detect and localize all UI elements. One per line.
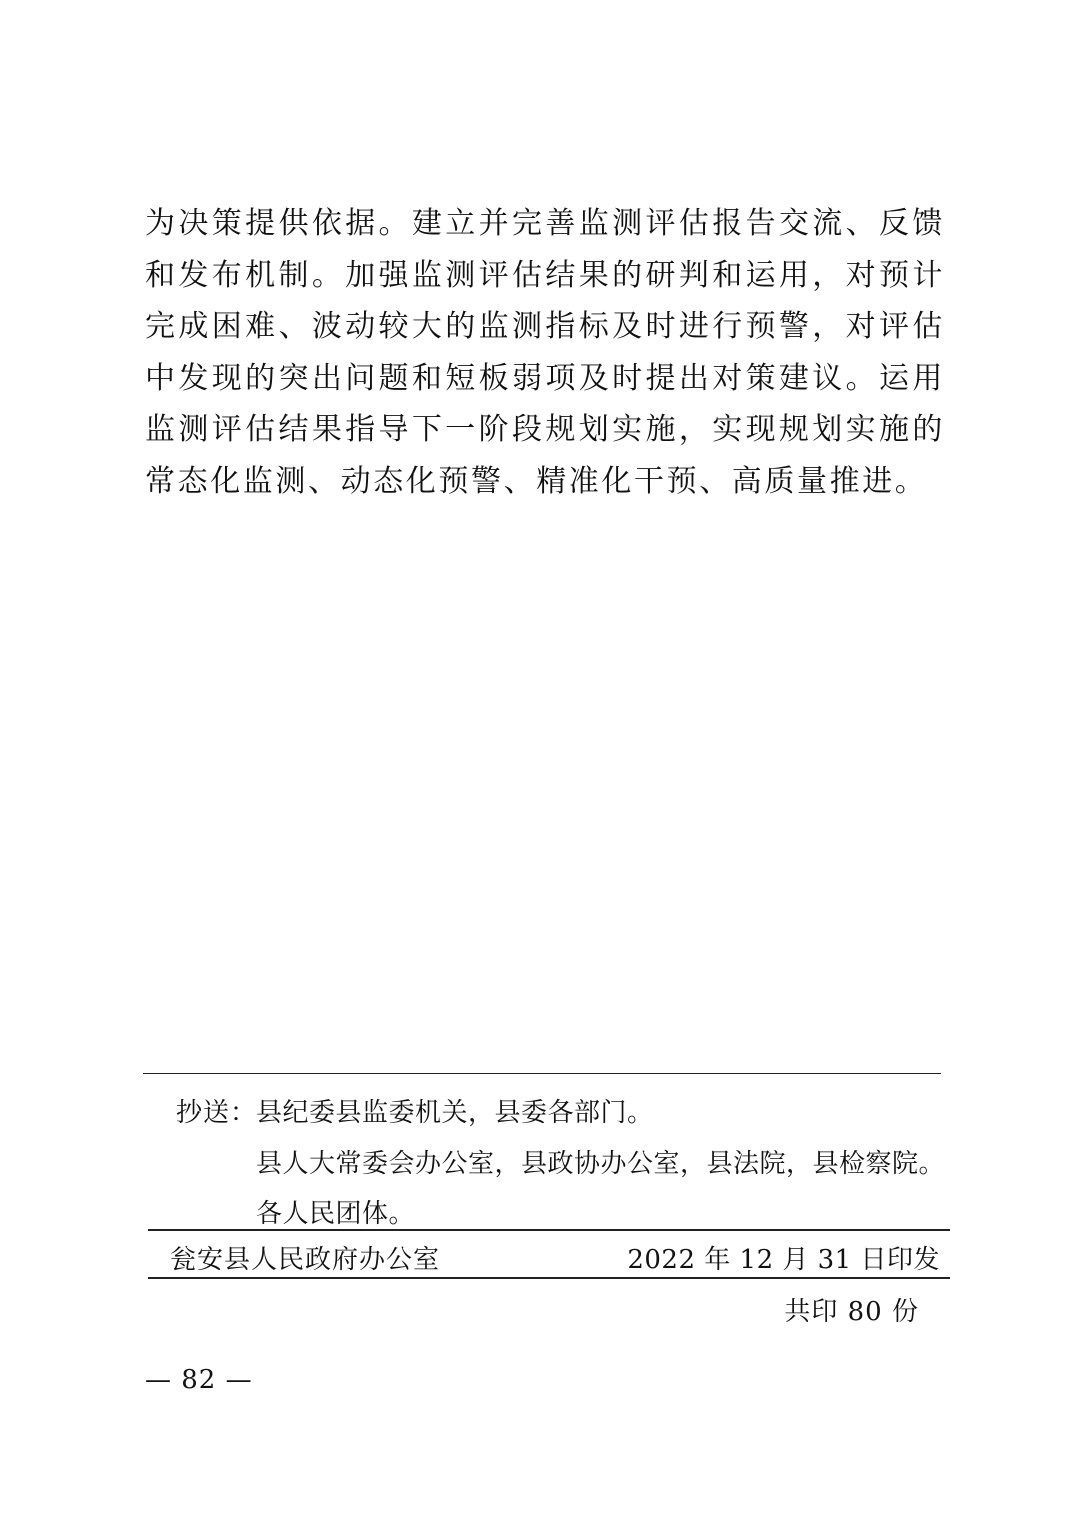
- issuer: 瓮安县人民政府办公室: [170, 1245, 441, 1275]
- cc-recipient-line: 各人民团体。: [256, 1199, 416, 1229]
- cc-label: 抄送：: [176, 1098, 258, 1128]
- issue-date: 2022 年 12 月 31 日印发: [627, 1245, 940, 1275]
- divider-middle: [148, 1229, 950, 1231]
- page-number: — 82 —: [145, 1365, 253, 1395]
- body-paragraph: 为决策提供依据。建立并完善监测评估报告交流、反馈和发布机制。加强监测评估结果的研判和运用，对预计完成困难、波动较大的监测指标及时进行预警，对评估中发现的突出问题和短板弱项及时提出对策建议。运用监测评估结果指导下一阶段规划实施，实现规划实施的常态化监测、动态化预警、精准化干预、高质量推进。: [145, 206, 945, 499]
- cc-recipient-line: 县人大常委会办公室，县政协办公室，县法院，县检察院。: [256, 1149, 946, 1179]
- divider-bottom: [148, 1277, 950, 1279]
- cc-recipient-line: 县纪委县监委机关，县委各部门。: [256, 1098, 654, 1128]
- print-copies: 共印 80 份: [784, 1297, 919, 1327]
